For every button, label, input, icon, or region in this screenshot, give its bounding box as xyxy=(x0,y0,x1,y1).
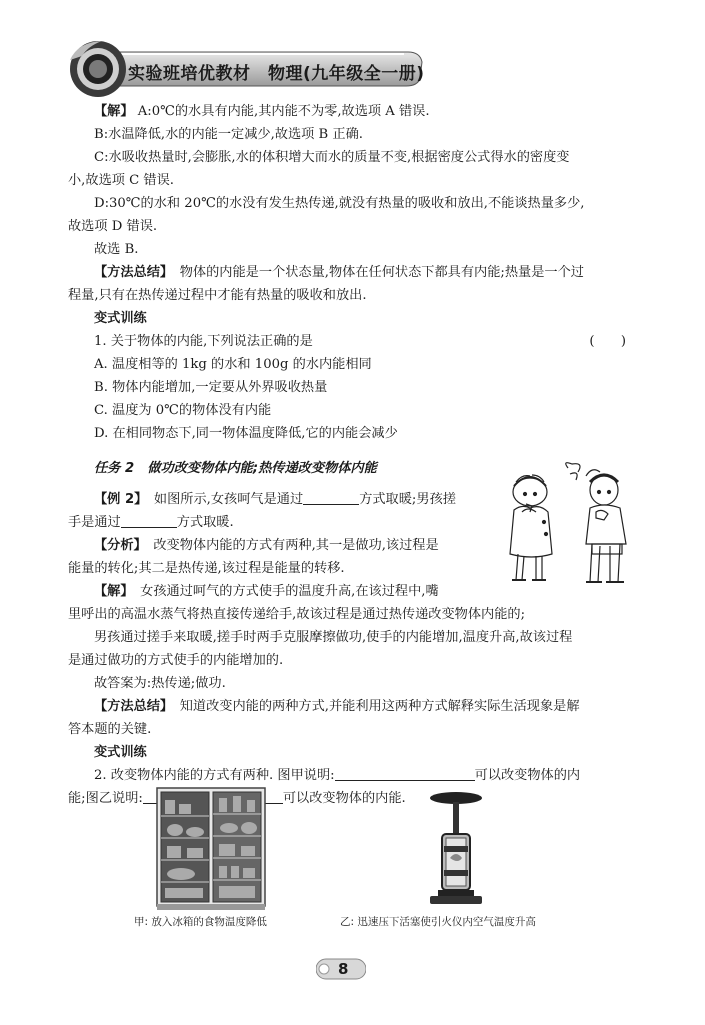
analysis-line1 xyxy=(68,534,478,557)
practice2-text-b: 可以改变物体的内 xyxy=(474,768,581,783)
practice-heading-2: 变式训练 xyxy=(94,745,147,760)
blank-1 xyxy=(303,490,359,505)
practice2-text-d: 可以改变物体的内能. xyxy=(282,791,406,806)
solution-a: A:0℃的水具有内能,其内能不为零,故选项 A 错误. xyxy=(137,104,430,119)
task2-solution-text1: 女孩通过呵气的方式使手的温度升高,在该过程中,嘴 xyxy=(140,584,439,599)
analysis-label: 【分析】 xyxy=(94,538,141,553)
example2-line1 xyxy=(68,488,478,511)
solution-d-line2: 故选项 D 错误. xyxy=(68,219,158,234)
solution-label: 【解】 xyxy=(94,104,134,119)
practice-question-1 xyxy=(68,330,638,353)
task2-solution-label: 【解】 xyxy=(94,584,127,599)
example2-text-d: 方式取暖. xyxy=(176,515,234,530)
task2-method-line1 xyxy=(68,695,638,718)
method-summary-label: 【方法总结】 xyxy=(94,265,167,280)
page-number: 8 xyxy=(338,960,349,978)
task2-method-label: 【方法总结】 xyxy=(94,699,167,714)
header-title: 实验班培优教材 物理(九年级全一册) xyxy=(128,64,425,84)
task2-solution-line4: 是通过做功的方式使手的内能增加的. xyxy=(68,653,284,668)
refrigerator-illustration xyxy=(155,786,267,912)
option-c: C. 温度为 0℃的物体没有内能 xyxy=(94,403,272,418)
question-1-text: 1. 关于物体的内能,下列说法正确的是 xyxy=(94,334,313,349)
option-b: B. 物体内能增加,一定要从外界吸收热量 xyxy=(94,380,328,395)
fire-piston-illustration xyxy=(420,790,492,910)
blank-3 xyxy=(335,766,475,781)
page-content xyxy=(68,100,638,810)
example2-text-c: 手是通过 xyxy=(68,515,121,530)
analysis-line2: 能量的转化;其二是热传递,该过程是能量的转移. xyxy=(68,561,345,576)
method-summary-text1: 物体的内能是一个状态量,物体在任何状态下都具有内能;热量是一个过 xyxy=(179,265,584,280)
method-summary-line1 xyxy=(68,261,638,284)
task2-solution-line1 xyxy=(68,580,478,603)
figure-a-caption: 甲: 放入冰箱的食物温度降低 xyxy=(134,916,267,928)
task2-solution-line3: 男孩通过搓手来取暖,搓手时两手克服摩擦做功,使手的内能增加,温度升高,故该过程 xyxy=(94,630,573,645)
example2-text-b: 方式取暖;男孩搓 xyxy=(359,492,456,507)
option-d: D. 在相同物态下,同一物体温度降低,它的内能会减少 xyxy=(94,426,398,441)
task2-title: 任务 2 做功改变物体内能;热传递改变物体内能 xyxy=(94,461,377,476)
blank-2 xyxy=(121,513,177,528)
answer-line: 故选 B. xyxy=(94,242,139,257)
analysis-text1: 改变物体内能的方式有两种,其一是做功,该过程是 xyxy=(153,538,439,553)
practice2-text-c: 能;图乙说明: xyxy=(68,791,143,806)
solution-paragraph xyxy=(68,100,638,123)
example2-label: 【例 2】 xyxy=(94,492,141,507)
figure-b-caption: 乙: 迅速压下活塞使引火仪内空气温度升高 xyxy=(340,916,536,928)
answer-paren: ( ) xyxy=(589,334,626,349)
task2-solution-line2: 里呼出的高温水蒸气将热直接传递给手,故该过程是通过热传递改变物体内能的; xyxy=(68,607,526,622)
practice2-line1 xyxy=(68,764,638,787)
option-a: A. 温度相等的 1kg 的水和 100g 的水内能相同 xyxy=(94,357,372,372)
girl-boy-illustration xyxy=(492,462,642,590)
practice-heading-1: 变式训练 xyxy=(94,311,147,326)
example2-line2 xyxy=(68,511,478,534)
example2-text-a: 如图所示,女孩呵气是通过 xyxy=(153,492,304,507)
task2-method-line2: 答本题的关键. xyxy=(68,722,152,737)
practice2-text-a: 2. 改变物体内能的方式有两种. 图甲说明: xyxy=(94,768,335,783)
solution-b: B:水温降低,水的内能一定减少,故选项 B 正确. xyxy=(94,127,363,142)
solution-d-line1: D:30℃的水和 20℃的水没有发生热传递,就没有热量的吸收和放出,不能谈热量多少, xyxy=(94,196,585,211)
practice2-line2 xyxy=(68,787,638,810)
method-summary-line2: 程量,只有在热传递过程中才能有热量的吸收和放出. xyxy=(68,288,367,303)
solution-c-line2: 小,故选项 C 错误. xyxy=(68,173,174,188)
example2-block xyxy=(68,488,478,603)
solution-c-line1: C:水吸收热量时,会膨胀,水的体积增大而水的质量不变,根据密度公式得水的密度变 xyxy=(94,150,570,165)
task2-method-text1: 知道改变内能的两种方式,并能利用这两种方式解释实际生活现象是解 xyxy=(179,699,580,714)
task2-answer: 故答案为:热传递;做功. xyxy=(94,676,226,691)
